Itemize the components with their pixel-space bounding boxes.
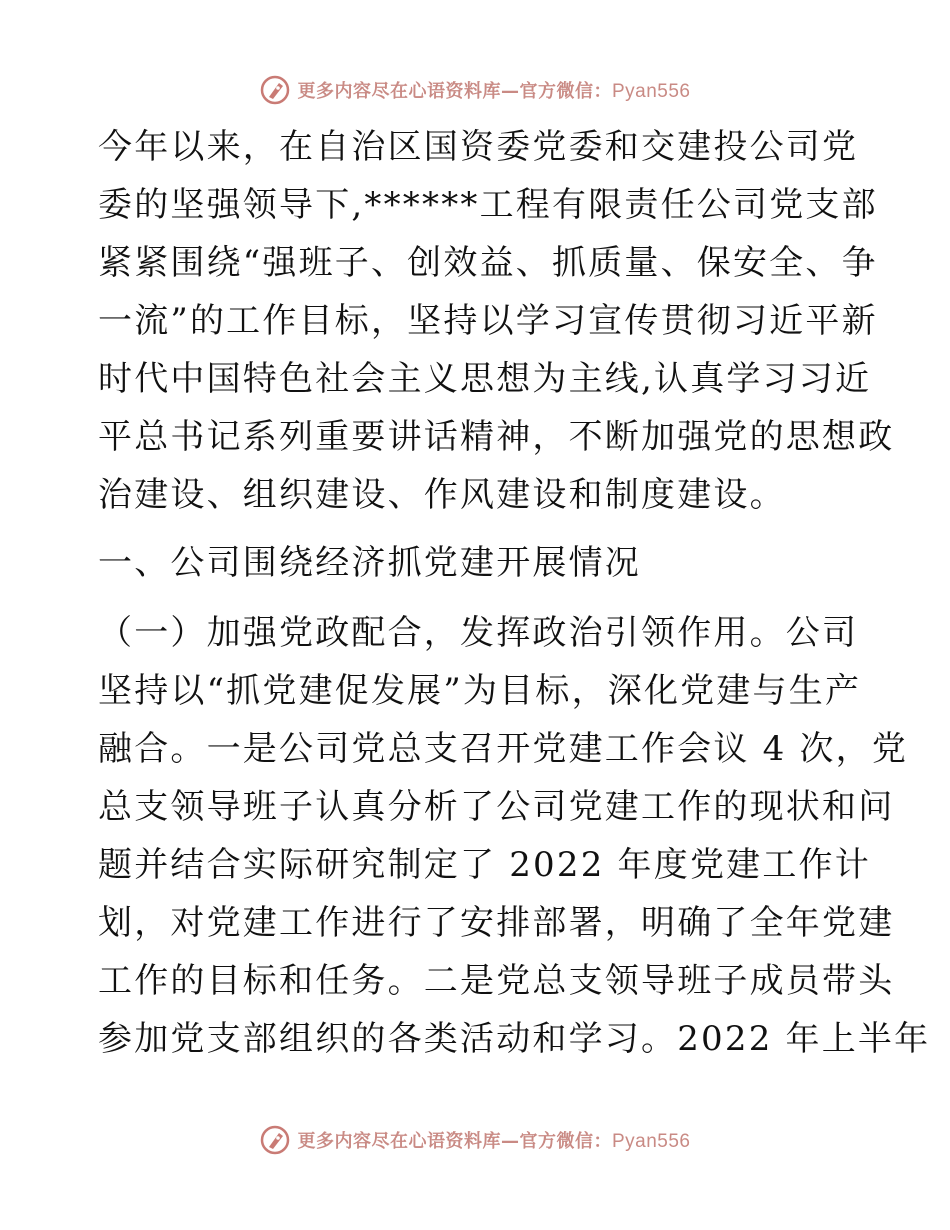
watermark-text-latin: Pyan556 bbox=[611, 1131, 691, 1152]
paragraph-line: 总支领导班子认真分析了公司党建工作的现状和问 bbox=[98, 787, 895, 827]
paragraph-line: 一流”的工作目标，坚持以学习宣传贯彻习近平新 bbox=[98, 301, 878, 341]
document-body bbox=[98, 118, 931, 1068]
paragraph-line: 平总书记系列重要讲话精神，不断加强党的思想政 bbox=[98, 417, 895, 457]
watermark-text bbox=[297, 1127, 690, 1153]
paragraph-line: 紧紧围绕“强班子、创效益、抓质量、保安全、争 bbox=[98, 243, 878, 283]
pen-nib-logo-icon bbox=[259, 74, 291, 106]
paragraph-line: 治建设、组织建设、作风建设和制度建设。 bbox=[98, 475, 786, 515]
paragraph-line: （一）加强党政配合，发挥政治引领作用。公司 bbox=[98, 613, 859, 653]
paragraph-line: 融合。一是公司党总支召开党建工作会议 4 次，党 bbox=[98, 729, 909, 769]
pen-nib-logo-icon bbox=[259, 1124, 291, 1156]
paragraph-line: 划，对党建工作进行了安排部署，明确了全年党建 bbox=[98, 903, 895, 943]
section-heading: 一、公司围绕经济抓党建开展情况 bbox=[98, 543, 641, 583]
header-watermark bbox=[0, 70, 950, 110]
paragraph-line: 坚持以“抓党建促发展”为目标，深化党建与生产 bbox=[98, 671, 862, 711]
paragraph-line: 今年以来，在自治区国资委党委和交建投公司党 bbox=[98, 127, 859, 167]
paragraph-line: 参加党支部组织的各类活动和学习。2022 年上半年 bbox=[98, 1019, 931, 1059]
paragraph-line: 委的坚强领导下,******工程有限责任公司党支部 bbox=[98, 185, 878, 225]
watermark-text-cn: 更多内容尽在心语资料库—官方微信： bbox=[297, 1131, 612, 1152]
paragraph-line: 题并结合实际研究制定了 2022 年度党建工作计 bbox=[98, 845, 871, 885]
footer-watermark bbox=[0, 1120, 950, 1160]
watermark-text bbox=[297, 77, 690, 103]
paragraph-line: 时代中国特色社会主义思想为主线,认真学习习近 bbox=[98, 359, 872, 399]
watermark-text-cn: 更多内容尽在心语资料库—官方微信： bbox=[297, 81, 612, 102]
paragraph-line: 工作的目标和任务。二是党总支领导班子成员带头 bbox=[98, 961, 895, 1001]
watermark-text-latin: Pyan556 bbox=[611, 81, 691, 102]
